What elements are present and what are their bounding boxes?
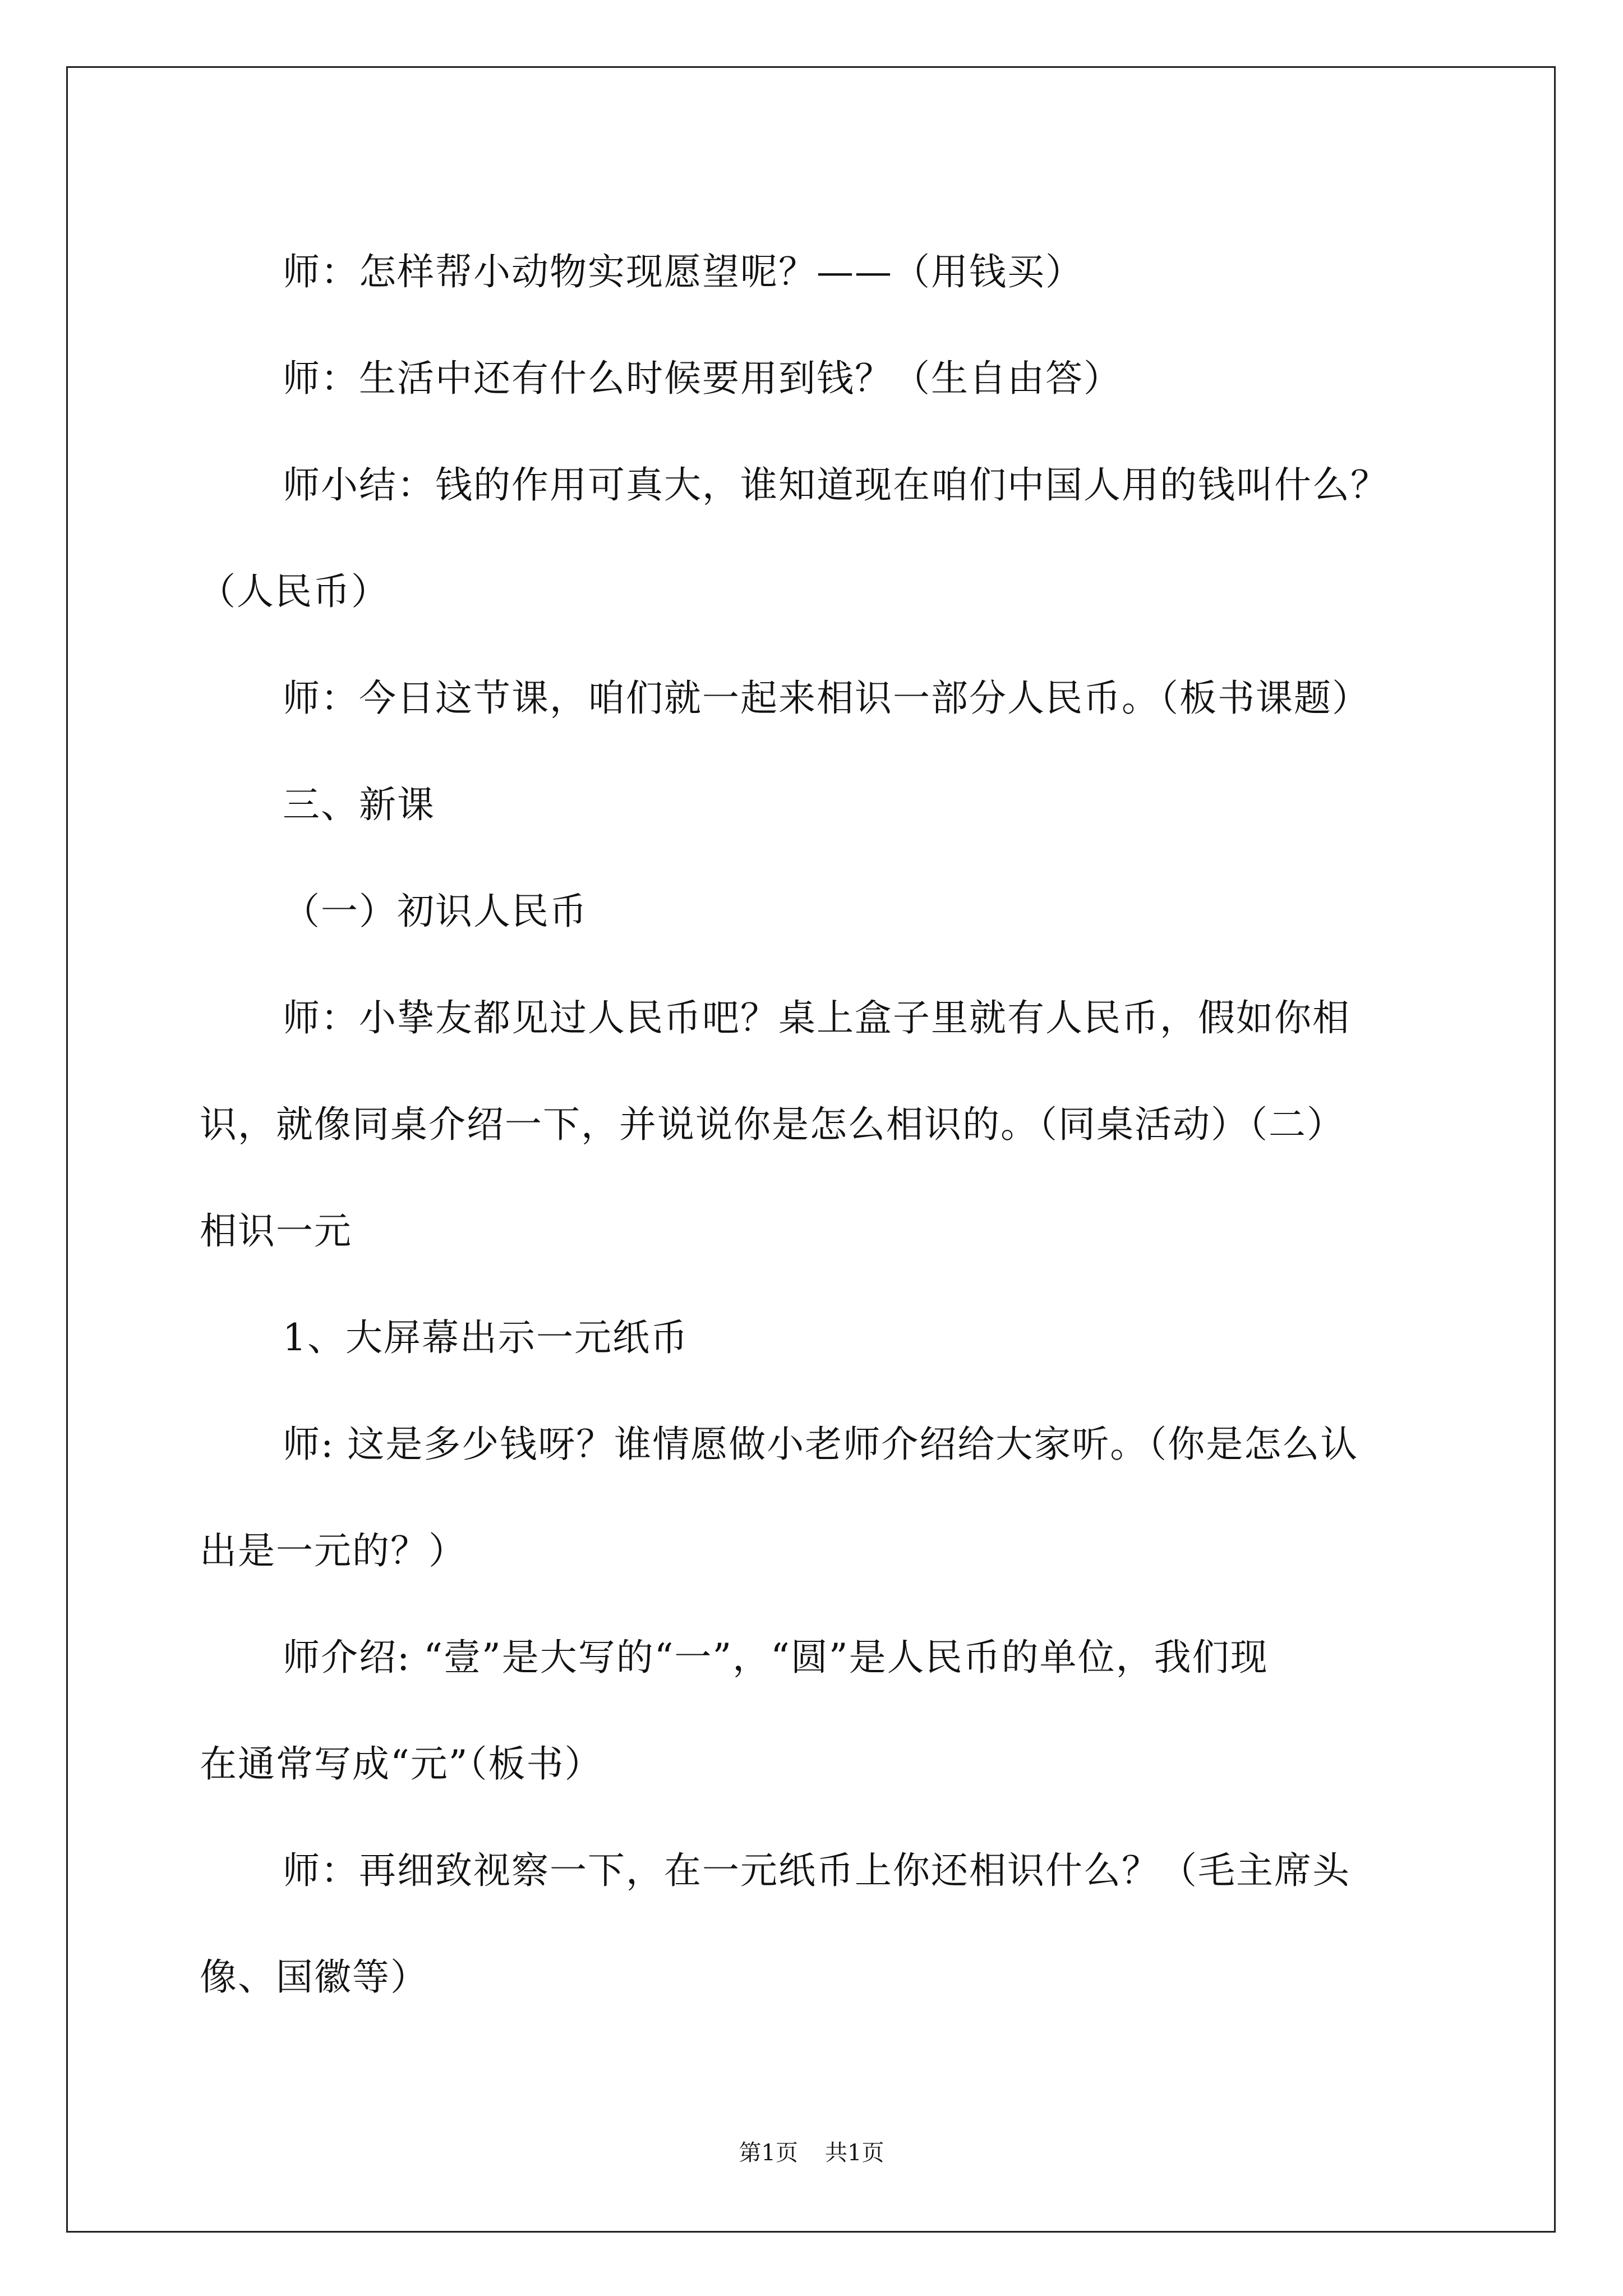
text-line: 相识一元 xyxy=(200,1209,352,1253)
text-line: 师：小挚友都见过人民币吧？桌上盒子里就有人民币，假如你相 xyxy=(283,996,1350,1039)
page-footer xyxy=(0,2136,1623,2170)
text-line: 1、大屏幕出示一元纸币 xyxy=(283,1316,689,1359)
text-line: 师：生活中还有什么时候要用到钱？（生自由答） xyxy=(283,357,1122,400)
text-line: （人民币） xyxy=(199,570,389,613)
text-line: 出是一元的？） xyxy=(200,1529,467,1572)
page-total: 共1页 xyxy=(825,2140,884,2166)
section-heading: 三、新课 xyxy=(283,783,435,826)
text-line: 师：今日这节课，咱们就一起来相识一部分人民币。（板书课题） xyxy=(283,677,1370,720)
text-line: 识，就像同桌介绍一下，并说说你是怎么相识的。（同桌活动）（二） xyxy=(200,1103,1345,1146)
text-line: 师：再细致视察一下，在一元纸币上你还相识什么？（毛主席头 xyxy=(283,1849,1350,1892)
document-body xyxy=(200,219,1450,2031)
page-number: 第1页 xyxy=(739,2140,798,2166)
subsection-heading: （一）初识人民币 xyxy=(283,890,588,933)
text-line: 在通常写成“元”（板书） xyxy=(200,1742,603,1786)
text-line: 师介绍: “壹”是大写的“一”，“圆”是人民币的单位，我们现 xyxy=(283,1636,1269,1679)
text-line: 师：怎样帮小动物实现愿望呢？——（用钱买） xyxy=(283,250,1083,293)
text-line: 师小结：钱的作用可真大，谁知道现在咱们中国人用的钱叫什么？ xyxy=(283,463,1389,507)
text-line: 师: 这是多少钱呀？谁情愿做小老师介绍给大家听。（你是怎么认 xyxy=(283,1423,1359,1466)
text-line: 像、国徽等） xyxy=(200,1955,428,1999)
